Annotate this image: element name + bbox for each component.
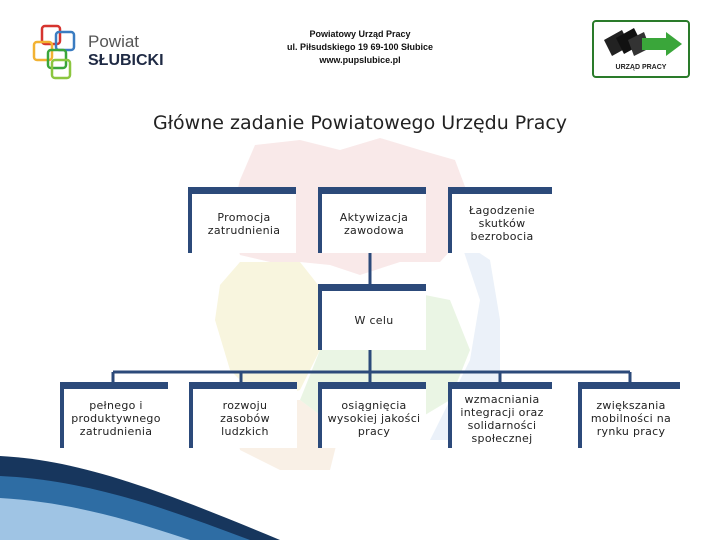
box-w-celu: [322, 284, 426, 350]
box-label: osiągnięcia wysokiej jakości pracy: [327, 399, 421, 438]
box-wysokiej-jakosci: [322, 382, 426, 448]
box-label: W celu: [354, 314, 394, 327]
logo-word-powiat: Powiat: [88, 32, 140, 51]
box-lagodzenie-skutkow: [452, 187, 552, 253]
box-mobilnosci: [582, 382, 680, 448]
page-title: Główne zadanie Powiatowego Urzędu Pracy: [152, 112, 568, 134]
box-label: Aktywizacja zawodowa: [339, 210, 409, 237]
box-rozwoju-zasobow: [193, 382, 297, 448]
office-address: ul. Piłsudskiego 19 69-100 Słubice: [286, 42, 434, 52]
box-label: pełnego i produktywnego zatrudnienia: [71, 399, 161, 438]
box-label: zwiększania mobilności na rynku pracy: [590, 399, 672, 438]
office-website: www.pupslubice.pl: [319, 55, 401, 65]
box-label: Łagodzenie skutków bezrobocia: [469, 204, 535, 243]
box-integracji-solidarnosci: [452, 382, 552, 448]
box-label: Promocja zatrudnienia: [207, 210, 281, 237]
box-label: rozwoju zasobów ludzkich: [220, 399, 270, 438]
box-pelnego-zatrudnienia: [64, 382, 168, 448]
office-name: Powiatowy Urząd Pracy: [309, 29, 411, 39]
box-label: wzmacniania integracji oraz solidarności społecznej: [460, 392, 544, 445]
box-aktywizacja-zawodowa: [322, 187, 426, 253]
box-promocja-zatrudnienia: [192, 187, 296, 253]
urzad-pracy-caption: URZĄD PRACY: [615, 64, 667, 71]
logo-word-slubicki: SŁUBICKI: [88, 52, 164, 69]
